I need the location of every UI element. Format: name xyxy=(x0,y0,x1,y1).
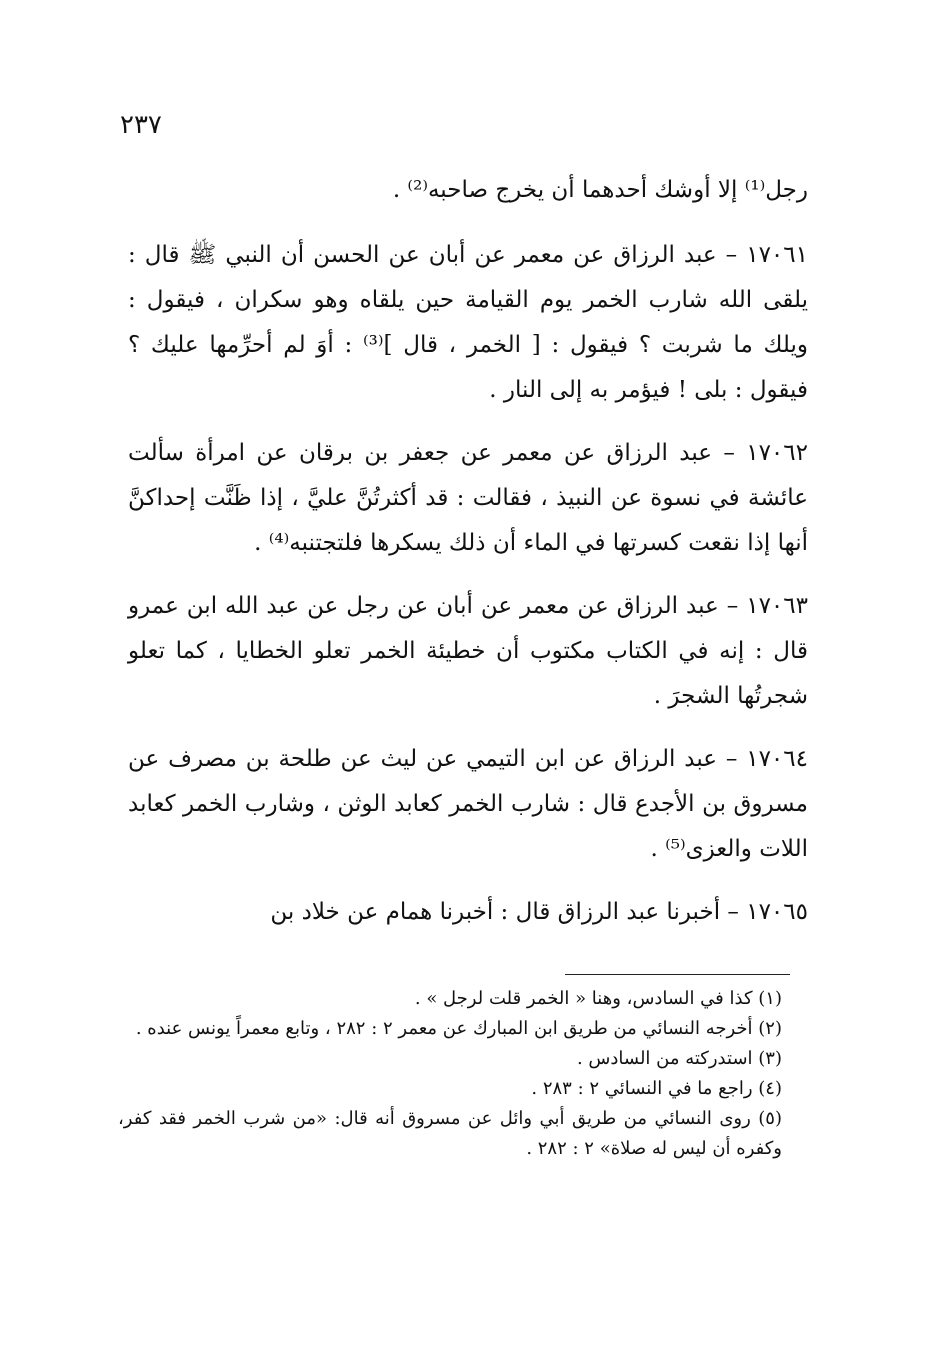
footnote-number: (١) xyxy=(758,988,782,1009)
footnote-5 xyxy=(118,1104,810,1164)
hadith-17061: ١٧٠٦١ – عبد الرزاق عن معمر عن أبان عن الحسن أن النبي ﷺ قال : يلقى الله شارب الخمر يوم القيامة حين يلقاه وهو سكران ، فيقول : ويلك ما شربت ؟ فيقول : [ الخمر ، قال ]⁽³⁾ : أوَ لم أحرِّمها عليك ؟ فيقول : بلى ! فيؤمر به إلى النار . xyxy=(128,242,808,403)
footnote-4 xyxy=(118,1074,810,1104)
footnote-3 xyxy=(118,1044,810,1074)
footnote-number: (٥) xyxy=(758,1108,782,1129)
paragraph-continuation: رجل⁽¹⁾ إلا أوشك أحدهما أن يخرج صاحبه⁽²⁾ . xyxy=(392,177,808,203)
hadith-17065: ١٧٠٦٥ – أخبرنا عبد الرزاق قال : أخبرنا همام عن خلاد بن xyxy=(270,899,808,925)
footnote-number: (٤) xyxy=(758,1078,782,1099)
page-number: ٢٣٧ xyxy=(120,110,162,140)
footnote-text: روى النسائي من طريق أبي وائل عن مسروق أنه قال: «من شرب الخمر فقد كفر، وكفره أن ليس له صلاة» ٢ : ٢٨٢ . xyxy=(118,1108,782,1159)
footnote-number: (٢) xyxy=(758,1018,782,1039)
hadith-17062: ١٧٠٦٢ – عبد الرزاق عن معمر عن جعفر بن برقان عن امرأة سألت عائشة في نسوة عن النبيذ ، فقالت : قد أكثرتُنَّ عليَّ ، إذا ظَنَّت إحداكنَّ أنها إذا نقعت كسرتها في الماء أن ذلك يسكرها فلتجتنبه⁽⁴⁾ . xyxy=(128,440,808,556)
footnote-divider xyxy=(565,974,790,975)
footnote-number: (٣) xyxy=(758,1048,782,1069)
footnote-text: أخرجه النسائي من طريق ابن المبارك عن معمر ٢ : ٢٨٢ ، وتابع معمراً يونس عنده . xyxy=(135,1018,753,1039)
footnote-1 xyxy=(118,984,810,1014)
footnotes xyxy=(118,984,810,1164)
footnote-text: راجع ما في النسائي ٢ : ٢٨٣ . xyxy=(531,1078,753,1099)
footnote-text: كذا في السادس، وهنا « الخمر قلت لرجل » . xyxy=(414,988,753,1009)
hadith-17063: ١٧٠٦٣ – عبد الرزاق عن معمر عن أبان عن رجل عن عبد الله ابن عمرو قال : إنه في الكتاب مكتوب أن خطيئة الخمر تعلو الخطايا ، كما تعلو شجرتُها الشجرَ . xyxy=(128,593,808,709)
hadith-17064: ١٧٠٦٤ – عبد الرزاق عن ابن التيمي عن ليث عن طلحة بن مصرف عن مسروق بن الأجدع قال : شارب الخمر كعابد الوثن ، وشارب الخمر كعابد اللات والعزى⁽⁵⁾ . xyxy=(128,746,808,862)
footnote-text: استدركته من السادس . xyxy=(576,1048,753,1069)
footnote-2 xyxy=(118,1014,810,1044)
main-text xyxy=(128,168,808,953)
